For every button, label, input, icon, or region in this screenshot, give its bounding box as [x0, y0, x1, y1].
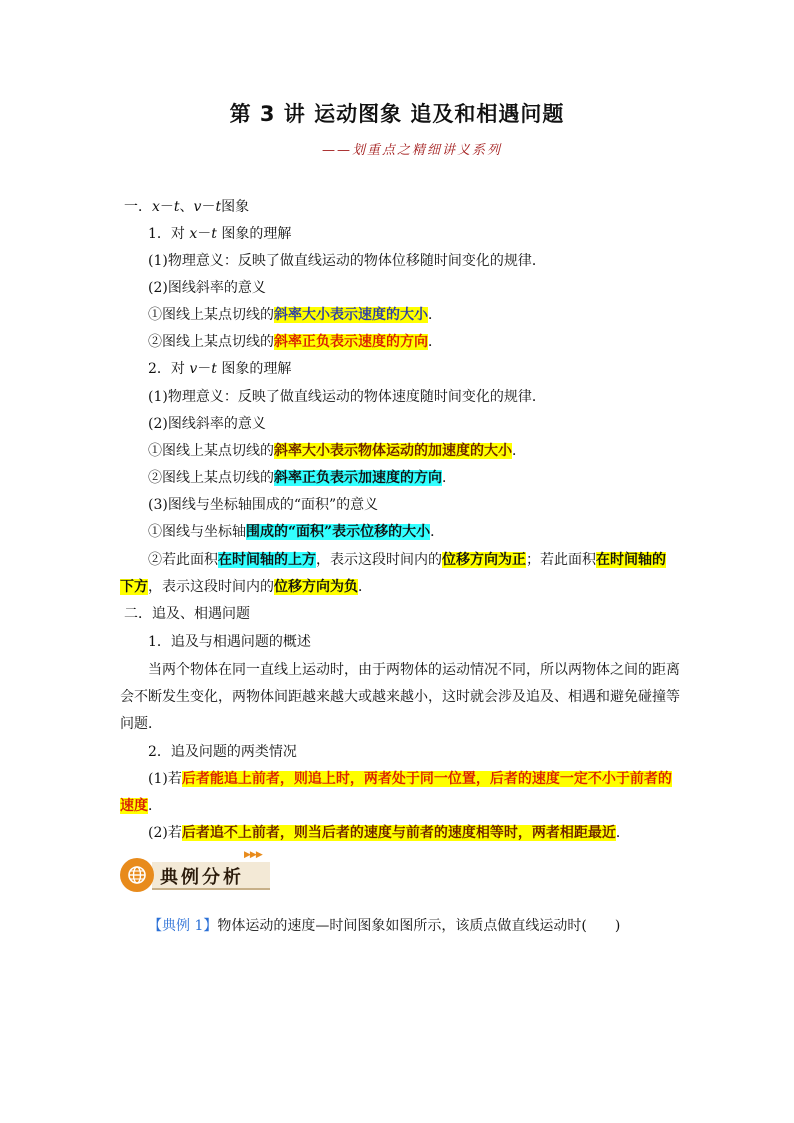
paragraph: (2)图线斜率的意义 [148, 280, 266, 296]
example-tag: 【典例 1】 [148, 918, 218, 934]
highlight: 斜率正负表示速度的方向 [274, 334, 428, 350]
page-subtitle: ——划重点之精细讲义系列 [322, 143, 503, 158]
paragraph: (1)物理意义：反映了做直线运动的物体位移随时间变化的规律． [148, 253, 546, 269]
paragraph: 问题． [120, 716, 162, 732]
paragraph: ①图线上某点切线的斜率大小表示物体运动的加速度的大小． [148, 443, 526, 459]
section1-sub2: 2．对 v－t 图象的理解 [148, 361, 292, 377]
section1-sub1: 1．对 x－t 图象的理解 [148, 226, 292, 242]
highlight: 斜率大小表示速度的大小 [274, 307, 428, 323]
paragraph: ②若此面积在时间轴的上方，表示这段时间内的位移方向为正；若此面积在时间轴的 [148, 552, 666, 568]
paragraph: ②图线上某点切线的斜率正负表示速度的方向． [148, 334, 442, 350]
section1-heading: 一．x－t、v－t图象 [124, 199, 250, 215]
highlight: 后者追不上前者，则当后者的速度与前者的速度相等时，两者相距最近 [181, 825, 616, 841]
section2-sub1: 1．追及与相遇问题的概述 [148, 634, 311, 650]
highlight: 斜率大小表示物体运动的加速度的大小 [274, 443, 512, 459]
paragraph: 会不断发生变化，两物体间距越来越大或越来越小，这时就会涉及追及、相遇和避免碰撞等 [120, 689, 680, 705]
highlight: 在时间轴的上方 [218, 552, 316, 568]
section2-sub2: 2．追及问题的两类情况 [148, 744, 297, 760]
highlight: 下方 [120, 579, 148, 595]
example-banner: 典例分析 [152, 862, 270, 890]
paragraph: (1)若后者能追上前者，则追上时，两者处于同一位置，后者的速度一定不小于前者的 [148, 771, 672, 787]
paragraph: ①图线上某点切线的斜率大小表示速度的大小． [148, 307, 442, 323]
highlight: 位移方向为负 [274, 579, 358, 595]
example-1: 【典例 1】物体运动的速度—时间图象如图所示，该质点做直线运动时( ) [148, 918, 621, 934]
paragraph: (2)若后者追不上前者，则当后者的速度与前者的速度相等时，两者相距最近． [148, 825, 630, 841]
highlight: 斜率正负表示加速度的方向 [274, 470, 442, 486]
paragraph: 当两个物体在同一直线上运动时，由于两物体的运动情况不同，所以两物体之间的距离 [148, 662, 680, 678]
highlight: 围成的“面积”表示位移的大小 [246, 524, 431, 540]
section2-heading: 二．追及、相遇问题 [124, 606, 250, 622]
highlight: 后者能追上前者，则追上时，两者处于同一位置，后者的速度一定不小于前者的 [181, 771, 672, 787]
highlight: 在时间轴的 [596, 552, 666, 568]
paragraph: 下方，表示这段时间内的位移方向为负． [120, 579, 372, 595]
paragraph: (2)图线斜率的意义 [148, 416, 266, 432]
arrow-decoration-icon: ▶▶▶ [244, 850, 262, 860]
page-title: 第 3 讲 运动图象 追及和相遇问题 [229, 102, 565, 126]
paragraph: ②图线上某点切线的斜率正负表示加速度的方向． [148, 470, 456, 486]
paragraph: ①图线与坐标轴围成的“面积”表示位移的大小． [148, 524, 445, 540]
globe-icon [120, 858, 154, 892]
paragraph: (3)图线与坐标轴围成的“面积”的意义 [148, 497, 379, 513]
paragraph: (1)物理意义：反映了做直线运动的物体速度随时间变化的规律． [148, 389, 546, 405]
highlight: 速度 [120, 798, 148, 814]
paragraph: 速度． [120, 798, 162, 814]
highlight: 位移方向为正 [442, 552, 526, 568]
